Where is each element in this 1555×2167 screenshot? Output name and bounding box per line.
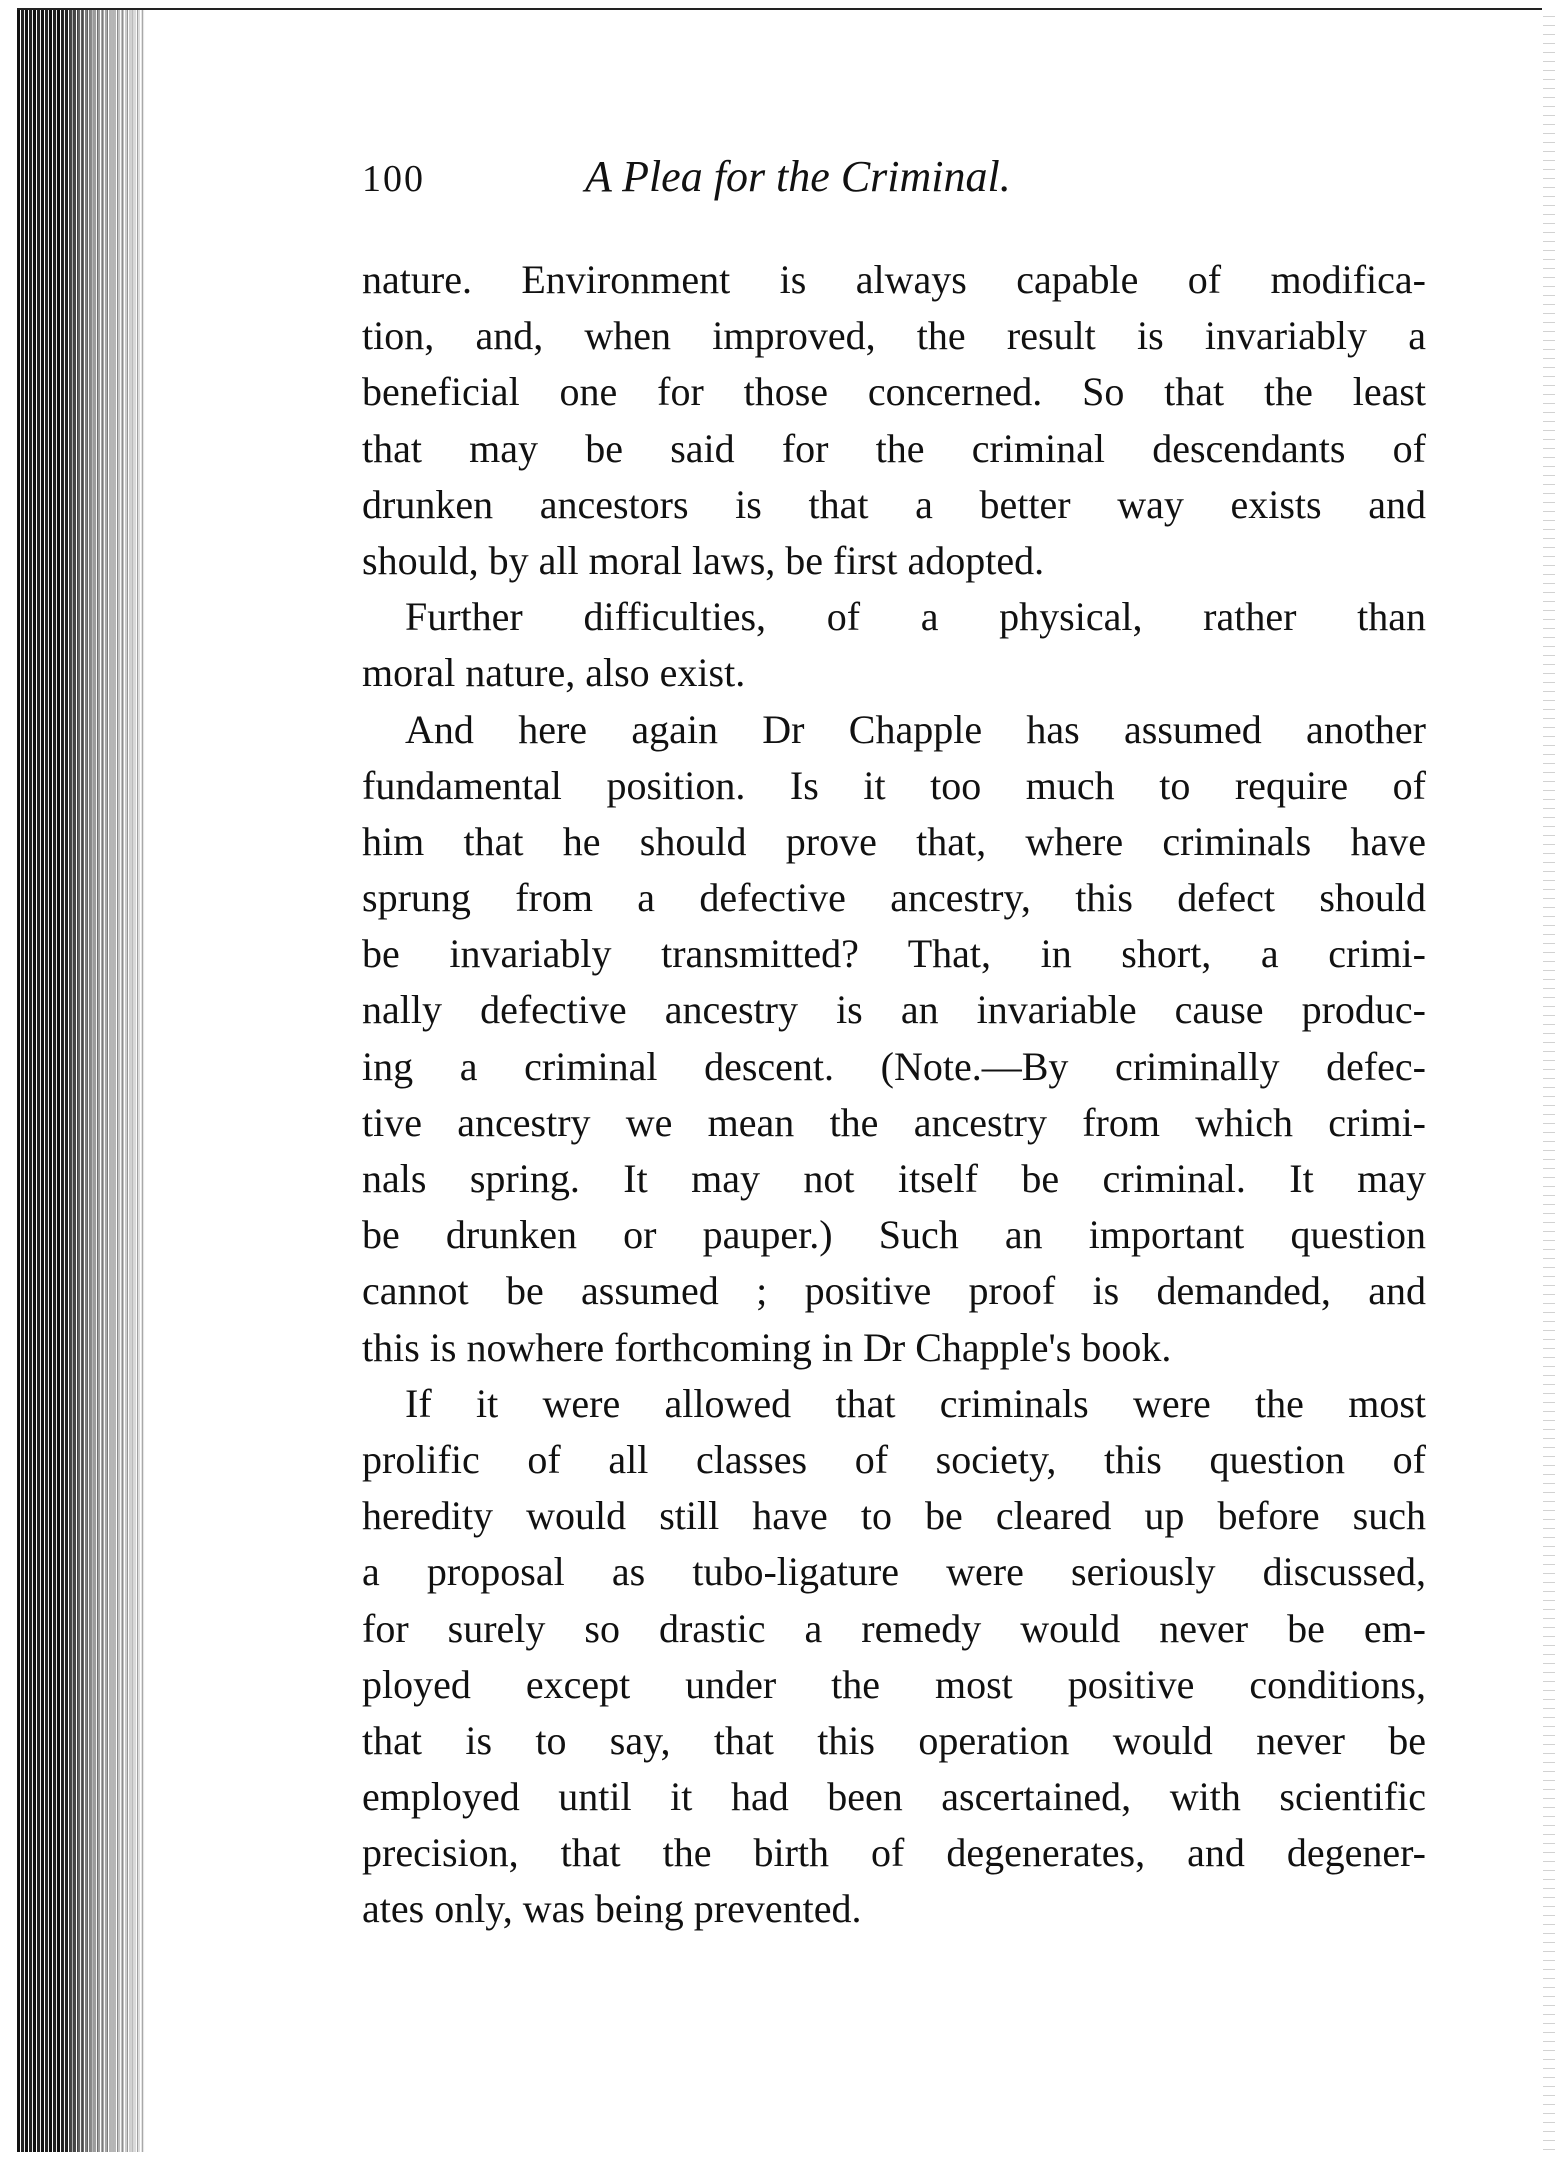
text-line: Further difficulties, of a physical, rather than [405, 594, 1426, 640]
paragraph [362, 1376, 1426, 1938]
body-text [362, 252, 1426, 1938]
text-line: ates only, was being prevented. [362, 1886, 862, 1932]
page-header [362, 152, 1426, 207]
text-line: that may be said for the criminal descendants of [362, 425, 1426, 471]
text-line: precision, that the birth of degenerates, and degener- [362, 1830, 1426, 1876]
text-line: nally defective ancestry is an invariable cause produc- [362, 987, 1426, 1033]
page-number: 100 [362, 158, 425, 200]
text-line: be invariably transmitted? That, in short, a crimi- [362, 931, 1426, 977]
text-line: should, by all moral laws, be first adopted. [362, 537, 1045, 583]
paragraph [362, 252, 1426, 589]
binding-shadow [62, 10, 145, 2152]
text-line: tion, and, when improved, the result is invariably a [362, 313, 1426, 359]
paragraph [362, 589, 1426, 701]
text-line: this is nowhere forthcoming in Dr Chapple's book. [362, 1324, 1172, 1370]
text-line: heredity would still have to be cleared up before such [362, 1493, 1426, 1539]
text-line: beneficial one for those concerned. So that the least [362, 369, 1426, 415]
text-line: that is to say, that this operation would never be [362, 1717, 1426, 1763]
text-line: be drunken or pauper.) Such an important question [362, 1212, 1426, 1258]
paragraph [362, 702, 1426, 1376]
text-line: nals spring. It may not itself be criminal. It may [362, 1156, 1426, 1201]
text-line: nature. Environment is always capable of modifica- [362, 257, 1426, 302]
text-line: ing a criminal descent. (Note.—By criminally defec- [362, 1043, 1426, 1089]
text-line: cannot be assumed ; positive proof is demanded, and [362, 1268, 1426, 1314]
text-line: ployed except under the most positive conditions, [362, 1661, 1426, 1707]
text-line: If it were allowed that criminals were the most [405, 1380, 1426, 1426]
text-line: And here again Dr Chapple has assumed another [405, 706, 1426, 752]
text-line: sprung from a defective ancestry, this defect should [362, 875, 1426, 921]
text-line: employed until it had been ascertained, with scientific [362, 1774, 1426, 1820]
text-line: fundamental position. Is it too much to require of [362, 762, 1426, 808]
text-line: for surely so drastic a remedy would never be em- [362, 1605, 1426, 1651]
text-line: tive ancestry we mean the ancestry from which crimi- [362, 1099, 1426, 1145]
text-line: a proposal as tubo-ligature were seriously discussed, [362, 1549, 1426, 1595]
text-line: drunken ancestors is that a better way exists and [362, 481, 1426, 527]
text-line: prolific of all classes of society, this question of [362, 1436, 1426, 1482]
running-title: A Plea for the Criminal. [585, 152, 1011, 201]
page-top-edge [17, 8, 1542, 10]
page-right-edge [1543, 16, 1555, 2156]
text-line: him that he should prove that, where criminals have [362, 818, 1426, 864]
text-line: moral nature, also exist. [362, 650, 746, 696]
